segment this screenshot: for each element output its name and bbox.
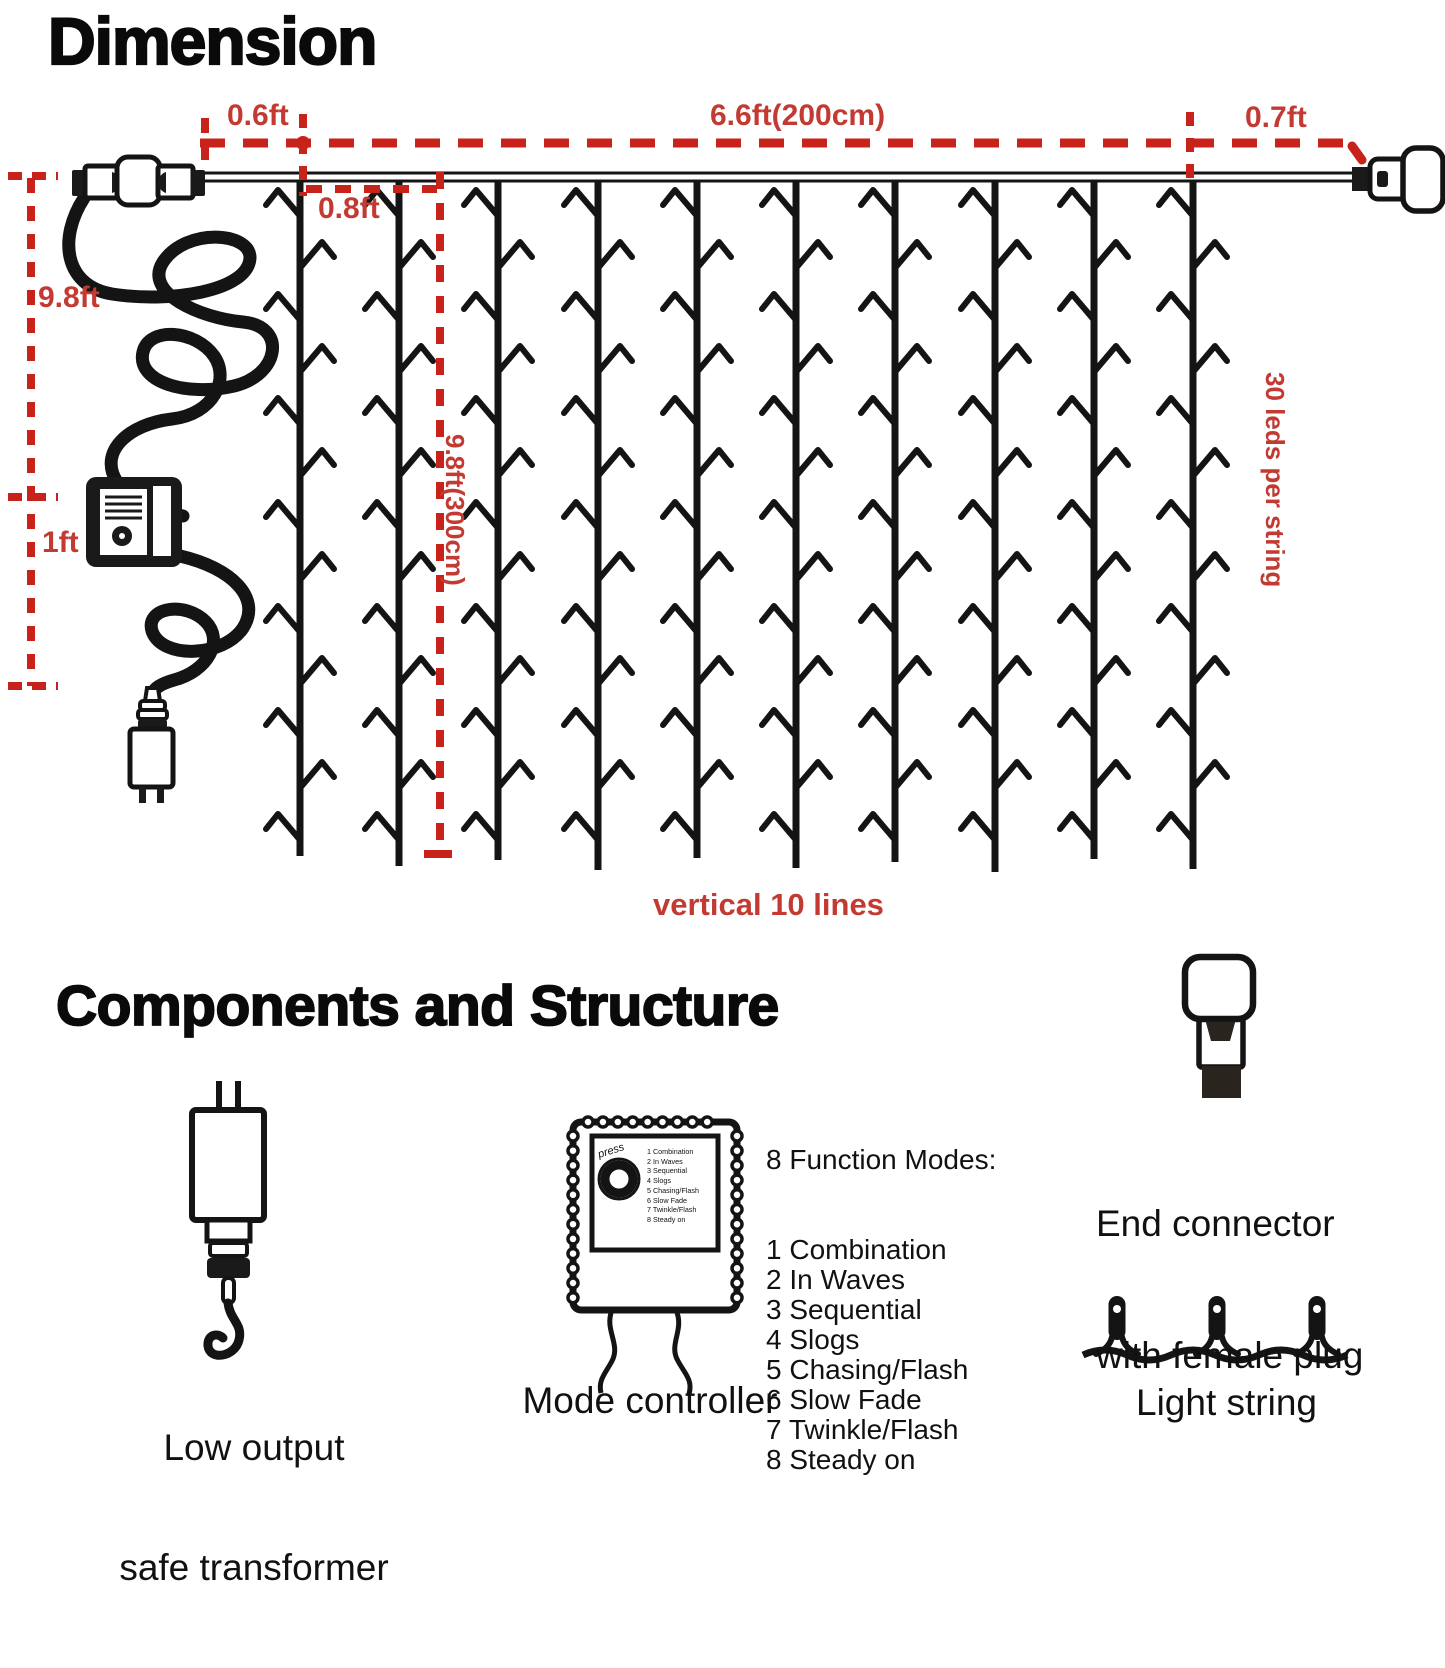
leds-per-string-label: 30 leds per string: [1260, 372, 1291, 588]
inline-controller: [86, 477, 182, 567]
transformer-label-line1: Low output: [163, 1427, 345, 1468]
list-item: 3 Sequential: [647, 1166, 687, 1176]
vertical-light-strings: [266, 182, 1227, 872]
right-offset-label: 0.7ft: [1245, 101, 1307, 134]
function-modes-list: [766, 1085, 996, 1535]
plug-section-label: 1ft: [42, 526, 79, 559]
mode-controller-label: Mode controller: [522, 1380, 778, 1421]
dimension-lines: [8, 112, 1362, 854]
transformer-label-line2: safe transformer: [119, 1547, 389, 1588]
lead-cord: [69, 198, 273, 698]
list-item: 2 In Waves: [766, 1264, 906, 1295]
power-plug: [130, 688, 173, 803]
drop-length-label: 9.8ft(300cm): [440, 434, 471, 586]
list-item: 5 Chasing/Flash: [647, 1185, 699, 1195]
controller-tiny-mode-list: [647, 1147, 717, 1225]
list-item: 3 Sequential: [766, 1294, 922, 1325]
list-item: 7 Twinkle/Flash: [766, 1414, 959, 1445]
lead-wire-label: 9.8ft: [38, 281, 100, 314]
function-modes-items: [766, 1235, 996, 1475]
list-item: 6 Slow Fade: [766, 1384, 922, 1415]
end-connector-figure: [1185, 957, 1253, 1098]
line-spacing-label: 0.8ft: [318, 192, 380, 225]
function-modes-header: 8 Function Modes:: [766, 1144, 997, 1175]
end-connector-label-line2: with female plug: [1096, 1335, 1364, 1376]
light-string-label: Light string: [1136, 1382, 1317, 1423]
list-item: 4 Slogs: [766, 1324, 860, 1355]
list-item: 6 Slow Fade: [647, 1195, 687, 1205]
list-item: 7 Twinkle/Flash: [647, 1205, 697, 1215]
list-item: 8 Steady on: [647, 1214, 686, 1224]
width-label: 6.6ft(200cm): [710, 99, 886, 132]
list-item: 1 Combination: [766, 1234, 947, 1265]
dimension-title: Dimension: [48, 4, 377, 78]
vertical-lines-label: vertical 10 lines: [653, 887, 884, 922]
left-offset-label: 0.6ft: [227, 99, 289, 132]
end-connector-label-line1: End connector: [1096, 1203, 1335, 1244]
transformer-label: [118, 1348, 390, 1668]
list-item: 4 Slogs: [647, 1176, 671, 1186]
transformer-figure: [192, 1081, 264, 1355]
left-connector: [72, 157, 205, 205]
controller-press-label: press: [596, 1141, 626, 1161]
list-item: 8 Steady on: [766, 1444, 916, 1475]
list-item: 5 Chasing/Flash: [766, 1354, 969, 1385]
components-title: Components and Structure: [56, 974, 779, 1038]
list-item: 1 Combination: [647, 1147, 694, 1156]
list-item: 2 In Waves: [647, 1156, 683, 1166]
